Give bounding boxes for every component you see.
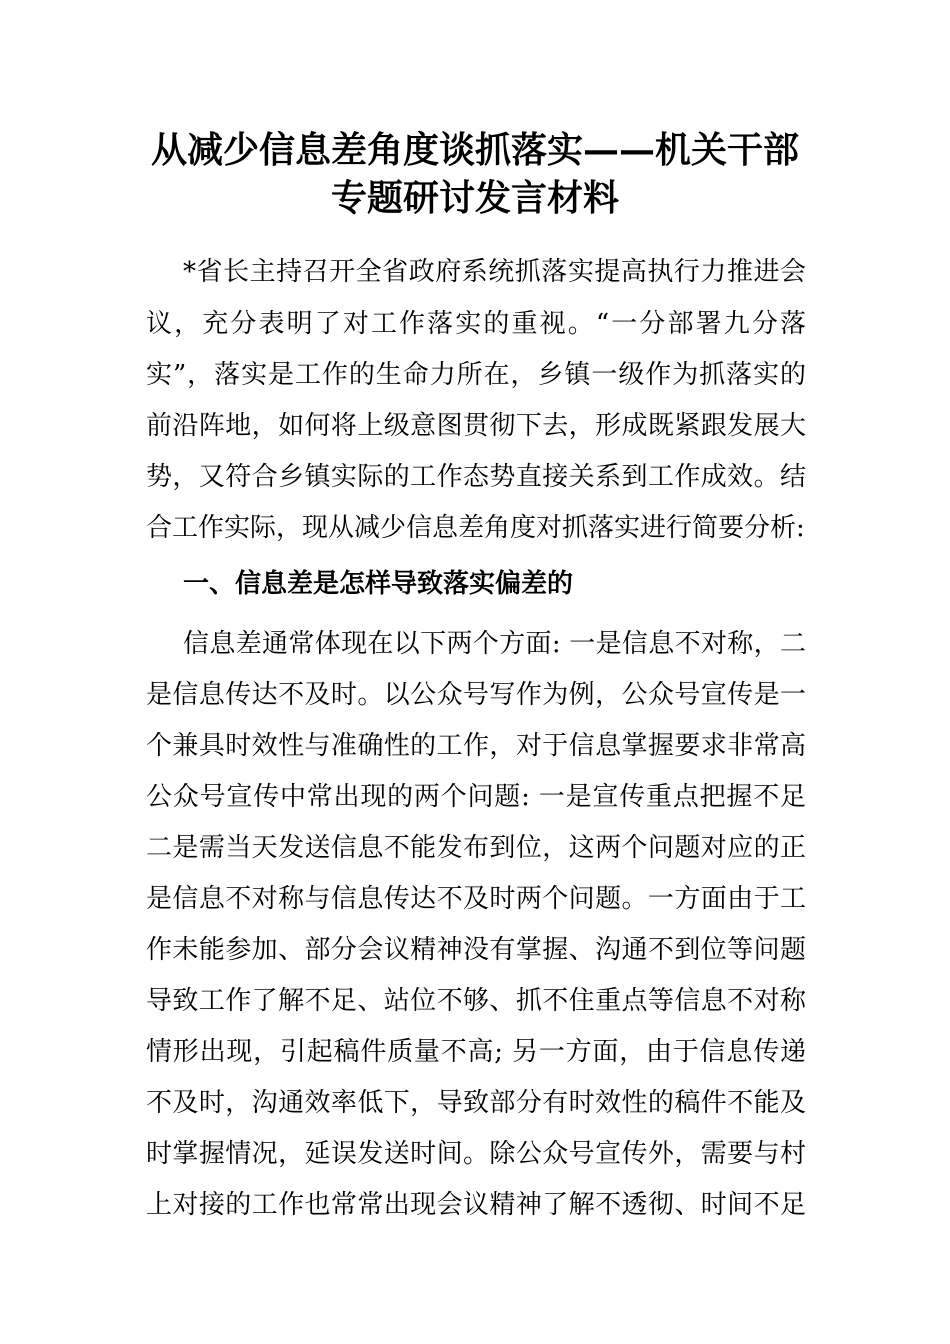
section-paragraph-line: 导致工作了解不足、站位不够、抓不住重点等信息不对称	[146, 986, 806, 1016]
section-paragraph-line: 公众号宣传中常出现的两个问题: 一是宣传重点把握不足	[146, 782, 806, 812]
intro-paragraph-line: 势，又符合乡镇实际的工作态势直接关系到工作成效。结	[146, 462, 806, 492]
section-paragraph-line: 是信息不对称与信息传达不及时两个问题。一方面由于工	[146, 884, 806, 914]
intro-paragraph-line: *省长主持召开全省政府系统抓落实提高执行力推进会	[183, 257, 806, 287]
intro-paragraph-line: 前沿阵地，如何将上级意图贯彻下去，形成既紧跟发展大	[146, 411, 806, 441]
section-paragraph-line: 不及时，沟通效率低下，导致部分有时效性的稿件不能及	[146, 1088, 806, 1118]
section-paragraph-line: 个兼具时效性与准确性的工作，对于信息掌握要求非常高	[146, 731, 806, 761]
document-title-line-2: 专题研讨发言材料	[330, 177, 619, 219]
section-paragraph-line: 作未能参加、部分会议精神没有掌握、沟通不到位等问题	[146, 935, 806, 965]
document-title-line-1: 从减少信息差角度谈抓落实——机关干部	[150, 129, 799, 171]
section-paragraph-line: 时掌握情况，延误发送时间。除公众号宣传外，需要与村	[146, 1139, 806, 1169]
intro-paragraph-line: 议，充分表明了对工作落实的重视。“一分部署九分落	[146, 309, 806, 339]
section-paragraph-line: 二是需当天发送信息不能发布到位，这两个问题对应的正	[146, 833, 806, 863]
section-paragraph-line: 是信息传达不及时。以公众号写作为例，公众号宣传是一	[146, 680, 806, 710]
section-paragraph-line: 情形出现，引起稿件质量不高; 另一方面，由于信息传递	[146, 1037, 806, 1067]
section-paragraph-line: 上对接的工作也常常出现会议精神了解不透彻、时间不足	[146, 1190, 806, 1220]
section-paragraph-line: 信息差通常体现在以下两个方面: 一是信息不对称，二	[183, 629, 806, 659]
intro-paragraph-line: 实”，落实是工作的生命力所在，乡镇一级作为抓落实的	[146, 360, 806, 390]
intro-paragraph-line: 合工作实际，现从减少信息差角度对抓落实进行简要分析:	[146, 513, 805, 543]
section-heading: 一、信息差是怎样导致落实偏差的	[183, 569, 574, 599]
